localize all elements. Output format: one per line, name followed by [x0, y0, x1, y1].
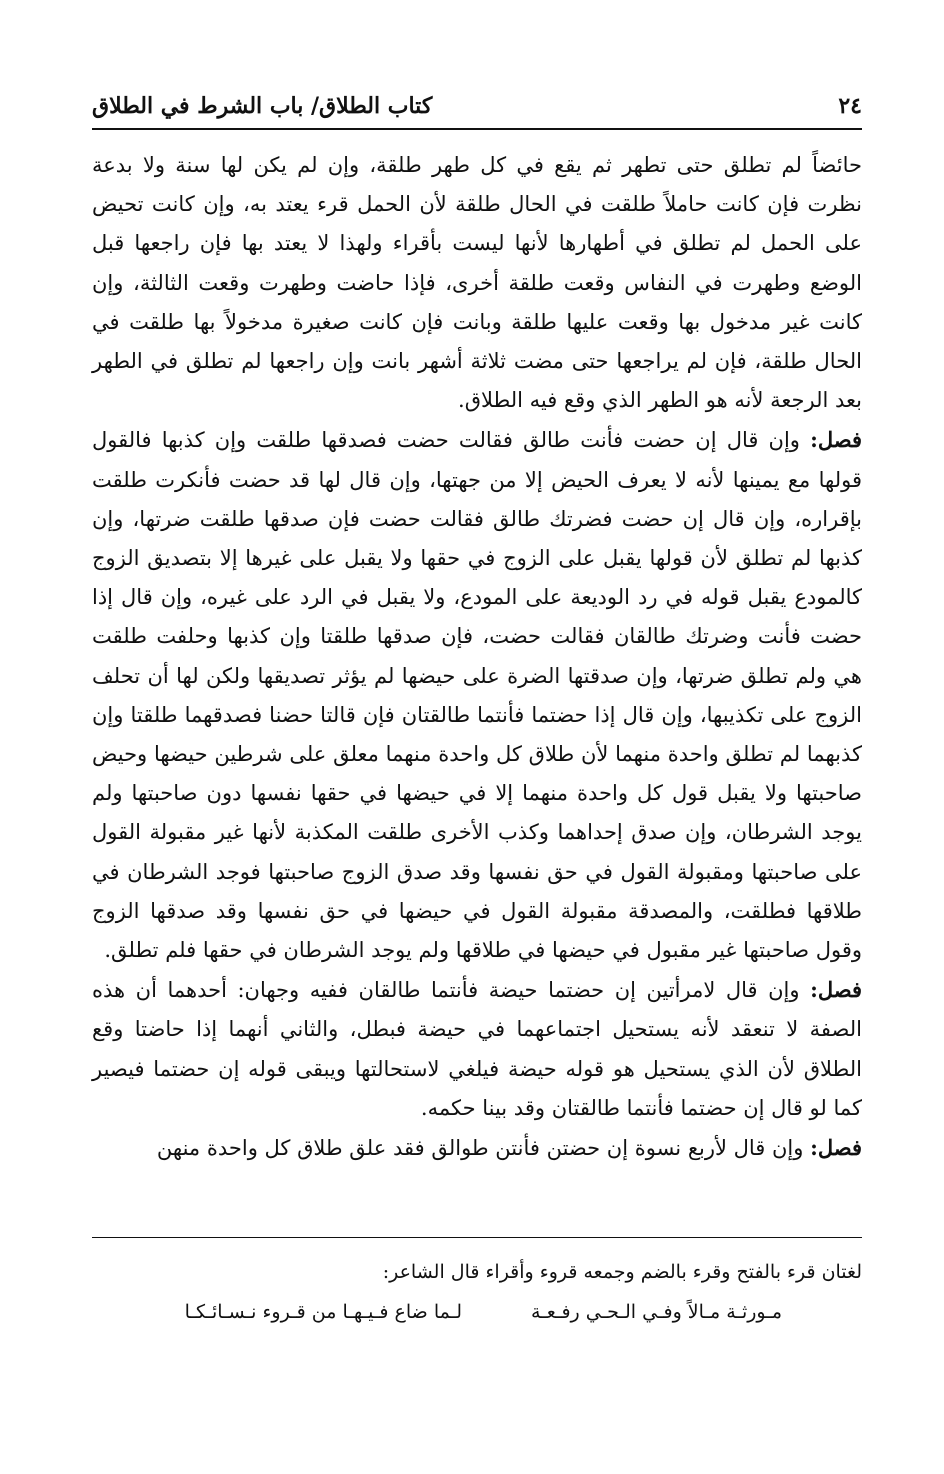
paragraph-text: وإن قال لامرأتين إن حضتما حيضة فأنتما طالقان ففيه وجهان: أحدهما أن هذه الصفة لا تنعقد لأنه يستحيل اجتماعهما في حيضة فبطل، والثاني أنهما إذا حاضتا وقع الطلاق لأن الذي يستحيل هو قوله حيضة فيلغي لاستحالتها ويبقى قوله إن حضتما فيصير كما لو قال إن حضتما فأنتما طالقتان وقد بينا حكمه.	[92, 978, 862, 1120]
footnote-rule	[92, 1237, 862, 1238]
verse-first-hemistich: مـورثـة مـالاً وفـي الـحـي رفـعـة	[530, 1301, 782, 1323]
paragraph-text: وإن قال لأربع نسوة إن حضتن فأنتن طوالق فقد علق طلاق كل واحدة منهن	[156, 1136, 804, 1161]
page-header	[92, 88, 862, 124]
paragraph-text: حائضاً لم تطلق حتى تطهر ثم يقع في كل طهر طلقة، وإن لم يكن لها سنة ولا بدعة نظرت فإن كانت حاملاً طلقت في الحال طلقة لأن الحمل قرء يعتد به، وإن كانت تحيض على الحمل لم تطلق في أطهارها لأنها ليست بأقراء ولهذا لا يعتد بها فإن راجعها قبل الوضع وطهرت في النفاس وقعت طلقة أخرى، فإذا حاضت وطهرت وقعت الثالثة، وإن كانت غير مدخول بها وقعت عليها طلقة وبانت فإن كانت صغيرة مدخولاً بها طلقت في الحال طلقة، فإن لم يراجعها حتى مضت ثلاثة أشهر بانت وإن راجعها لم تطلق في الطهر بعد الرجعة لأنه هو الطهر الذي وقع فيه الطلاق.	[92, 153, 862, 413]
verse-second-hemistich: لـما ضاع فـيـهـا من قـروء نـسـائـكـا	[184, 1301, 462, 1323]
footnote	[92, 1252, 862, 1334]
poetry-verse	[92, 1292, 862, 1334]
section-label: فصل:	[810, 977, 862, 1003]
running-title: كتاب الطلاق/ باب الشرط في الطلاق	[92, 93, 433, 119]
header-rule	[92, 128, 862, 130]
main-text	[92, 146, 862, 1168]
paragraph	[92, 420, 862, 970]
paragraph-text: وإن قال إن حضت فأنت طالق فقالت حضت فصدقها طلقت وإن كذبها فالقول قولها مع يمينها لأنه لا يعرف الحيض إلا من جهتها، وإن قال لها قد حضت فأنكرت طلقت بإقراره، وإن قال إن حضت فضرتك طالق فقالت حضت فإن صدقها طلقت ضرتها، وإن كذبها لم تطلق لأن قولها يقبل على الزوج في حقها ولا يقبل على غيرها إلا بتصديق الزوج كالمودع يقبل قوله في رد الوديعة على المودع، ولا يقبل في الرد على غيره، وإن قال إذا حضت فأنت وضرتك طالقان فقالت حضت، فإن صدقها طلقتا وإن كذبها وحلفت طلقت هي ولم تطلق ضرتها، وإن صدقتها الضرة على حيضها لم يؤثر تصديقها ولكن لها أن تحلف الزوج على تكذيبها، وإن قال إذا حضتما فأنتما طالقتان فإن قالتا حضنا فصدقهما طلقتا وإن كذبهما لم تطلق واحدة منهما لأن طلاق كل واحدة منهما معلق على شرطين حيضها وحيض صاحبتها ولا يقبل قول كل واحدة منهما إلا في حيضها في حقها نفسها دون صاحبتها ولم يوجد الشرطان، وإن صدق إحداهما وكذب الأخرى طلقت المكذبة لأنها غير مقبولة القول على صاحبتها ومقبولة القول في حق نفسها وقد صدق الزوج صاحبتها فوجد الشرطان في طلاقها فطلقت، والمصدقة مقبولة القول في حيضها في حق نفسها وقد صدقها الزوج وقول صاحبتها غير مقبول في حيضها في طلاقها ولم يوجد الشرطان في حقها فلم تطلق.	[92, 428, 863, 963]
paragraph	[92, 146, 862, 420]
section-label: فصل:	[810, 1135, 862, 1161]
paragraph	[92, 970, 862, 1128]
footnote-text: لغتان قرء بالفتح وقرء بالضم وجمعه قروء وأقراء قال الشاعر:	[382, 1261, 862, 1283]
page-number: ٢٤	[838, 93, 862, 119]
section-label: فصل:	[810, 427, 862, 453]
paragraph	[92, 1128, 862, 1168]
